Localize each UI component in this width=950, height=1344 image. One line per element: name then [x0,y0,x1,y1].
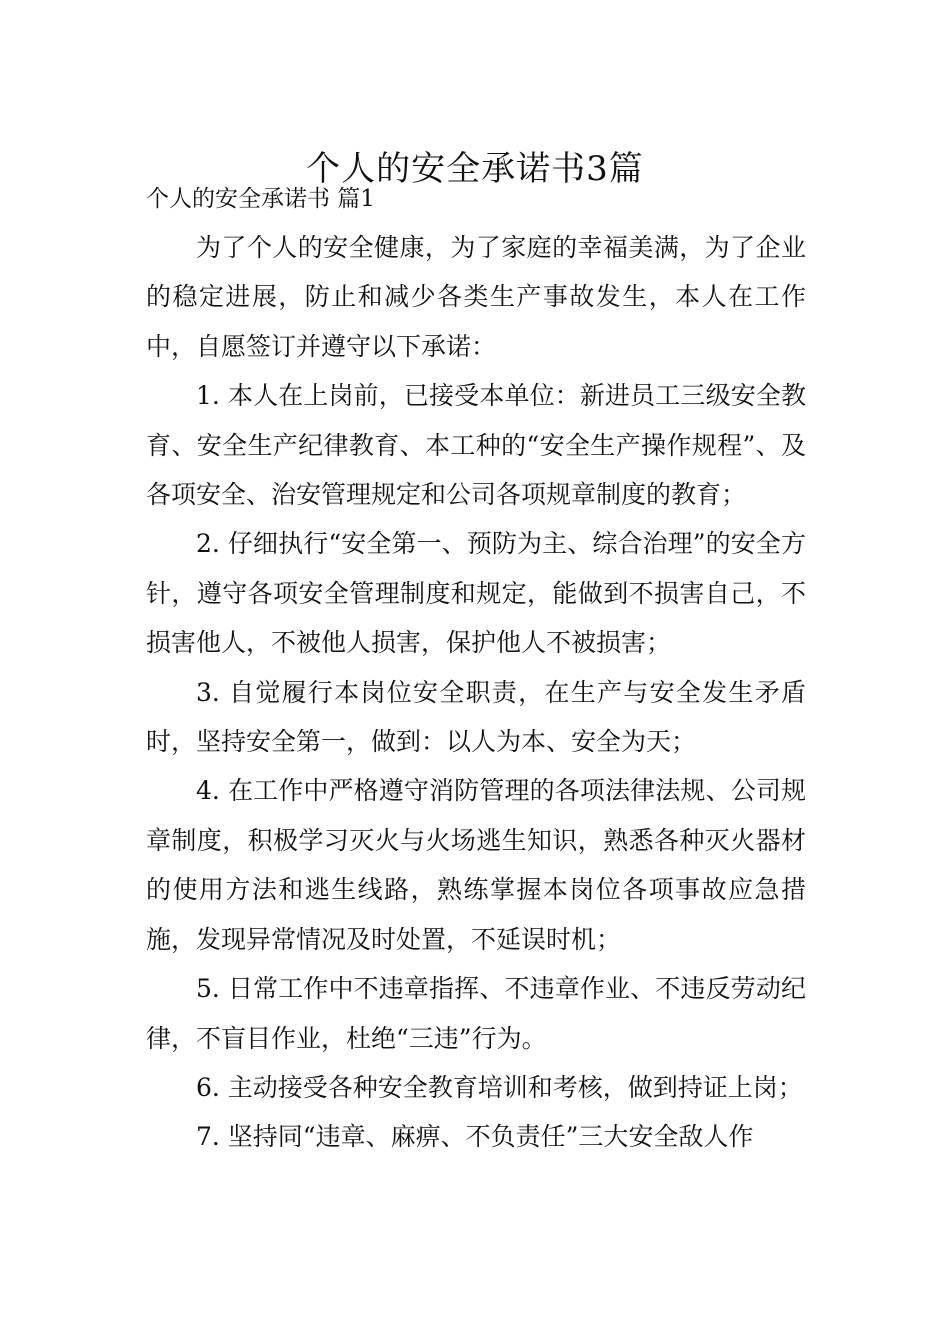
document-body [146,223,806,1162]
commitment-item-3: 3. 自觉履行本岗位安全职责，在生产与安全发生矛盾时，坚持安全第一，做到：以人为本、安全为天； [146,677,806,757]
commitment-item-2: 2. 仔细执行“安全第一、预防为主、综合治理”的安全方针，遵守各项安全管理制度和规定，能做到不损害自己，不损害他人，不被他人损害，保护他人不被损害； [146,529,806,658]
section-heading: 个人的安全承诺书 篇1 [146,186,375,212]
intro-paragraph: 为了个人的安全健康，为了家庭的幸福美满，为了企业的稳定进展，防止和减少各类生产事故发生，本人在工作中，自愿签订并遵守以下承诺： [146,233,806,361]
commitment-item-6: 6. 主动接受各种安全教育培训和考核，做到持证上岗； [196,1072,803,1102]
commitment-item-5: 5. 日常工作中不违章指挥、不违章作业、不违反劳动纪律，不盲目作业，杜绝“三违”行为。 [146,974,806,1053]
commitment-item-1: 1. 本人在上岗前，已接受本单位：新进员工三级安全教育、安全生产纪律教育、本工种的“安全生产操作规程”、及各项安全、治安管理规定和公司各项规章制度的教育； [146,381,806,510]
commitment-item-4: 4. 在工作中严格遵守消防管理的各项法律法规、公司规章制度，积极学习灭火与火场逃生知识，熟悉各种灭火器材的使用方法和逃生线路，熟练掌握本岗位各项事故应急措施，发现异常情况及时处置，不延误时机； [146,776,806,954]
commitment-item-7: 7. 坚持同“违章、麻痹、不负责任”三大安全敌人作 [196,1122,754,1152]
document-title: 个人的安全承诺书3篇 [306,148,644,189]
